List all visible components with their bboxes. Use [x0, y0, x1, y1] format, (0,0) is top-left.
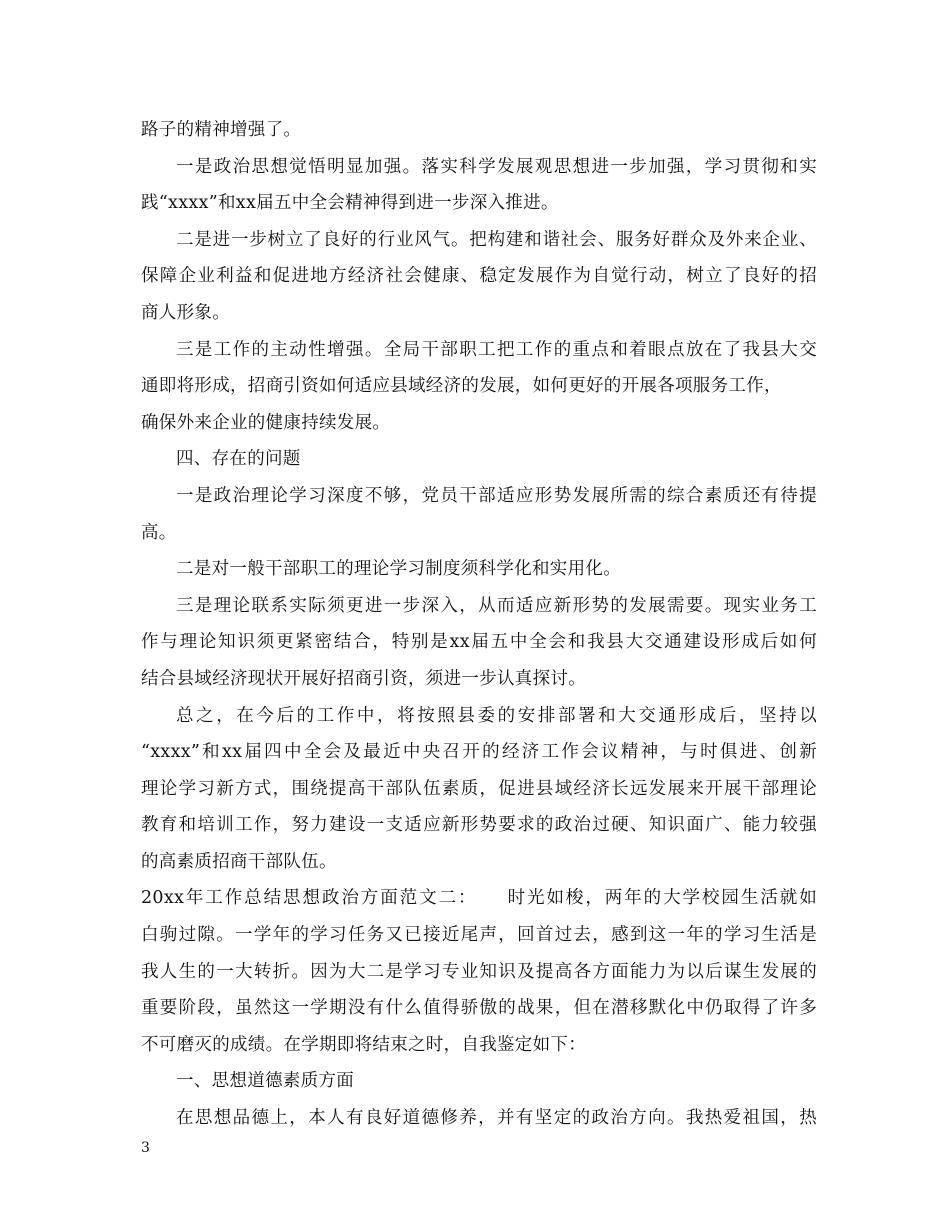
text-line: 的高素质招商干部队伍。 — [141, 851, 337, 872]
text-line: 重要阶段，虽然这一学期没有什么值得骄傲的战果，但在潜移默化中仍取得了许多 — [141, 998, 817, 1019]
text-line: 三是工作的主动性增强。全局干部职工把工作的重点和着眼点放在了我县大交 — [176, 339, 817, 360]
text-line: 保障企业利益和促进地方经济社会健康、稳定发展作为自觉行动，树立了良好的招 — [141, 266, 817, 287]
text-line: 高。 — [141, 522, 177, 543]
text-line: 商人形象。 — [141, 302, 230, 323]
text-line: 一、思想道德素质方面 — [176, 1071, 354, 1092]
text-line: 确保外来企业的健康持续发展。 — [141, 412, 391, 433]
text-line: 二是进一步树立了良好的行业风气。把构建和谐社会、服务好群众及外来企业、 — [176, 229, 817, 250]
text-line: 二是对一般干部职工的理论学习制度须科学化和实用化。 — [176, 559, 621, 580]
page-number: 3 — [141, 1140, 150, 1156]
text-line: 教育和培训工作，努力建设一支适应新形势要求的政治过硬、知识面广、能力较强 — [141, 815, 817, 836]
text-line: 践“xxxx”和xx届五中全会精神得到进一步深入推进。 — [141, 193, 559, 214]
text-line: 白驹过隙。一学年的学习任务又已接近尾声，回首过去，感到这一年的学习生活是 — [141, 925, 817, 946]
text-line: “xxxx”和xx届四中全会及最近中央召开的经济工作会议精神，与时俱进、创新 — [141, 742, 817, 763]
text-line: 通即将形成，招商引资如何适应县域经济的发展，如何更好的开展各项服务工作， — [141, 376, 782, 397]
text-line: 作与理论知识须更紧密结合，特别是xx届五中全会和我县大交通建设形成后如何 — [141, 632, 817, 653]
text-line: 理论学习新方式，围绕提高干部队伍素质，促进县域经济长远发展来开展干部理论 — [141, 778, 817, 799]
text-line: 路子的精神增强了。 — [141, 120, 302, 140]
text-line: 一是政治思想觉悟明显加强。落实科学发展观思想进一步加强，学习贯彻和实 — [176, 156, 817, 177]
text-line: 一是政治理论学习深度不够，党员干部适应形势发展所需的综合素质还有待提 — [176, 485, 817, 506]
text-line: 在思想品德上，本人有良好道德修养，并有坚定的政治方向。我热爱祖国，热 — [176, 1108, 817, 1129]
document-body — [141, 112, 817, 1137]
text-line: 不可磨灭的成绩。在学期即将结束之时，自我鉴定如下： — [141, 1034, 586, 1055]
text-line: 三是理论联系实际须更进一步深入，从而适应新形势的发展需要。现实业务工 — [176, 595, 817, 616]
text-line: 四、存在的问题 — [176, 449, 301, 470]
text-line: 20xx年工作总结思想政治方面范文二： 时光如梭，两年的大学校园生活就如 — [141, 888, 817, 909]
text-line: 总之，在今后的工作中，将按照县委的安排部署和大交通形成后，坚持以 — [176, 705, 817, 726]
text-line: 我人生的一大转折。因为大二是学习专业知识及提高各方面能力为以后谋生发展的 — [141, 961, 817, 982]
text-line: 结合县域经济现状开展好招商引资，须进一步认真探讨。 — [141, 668, 586, 689]
